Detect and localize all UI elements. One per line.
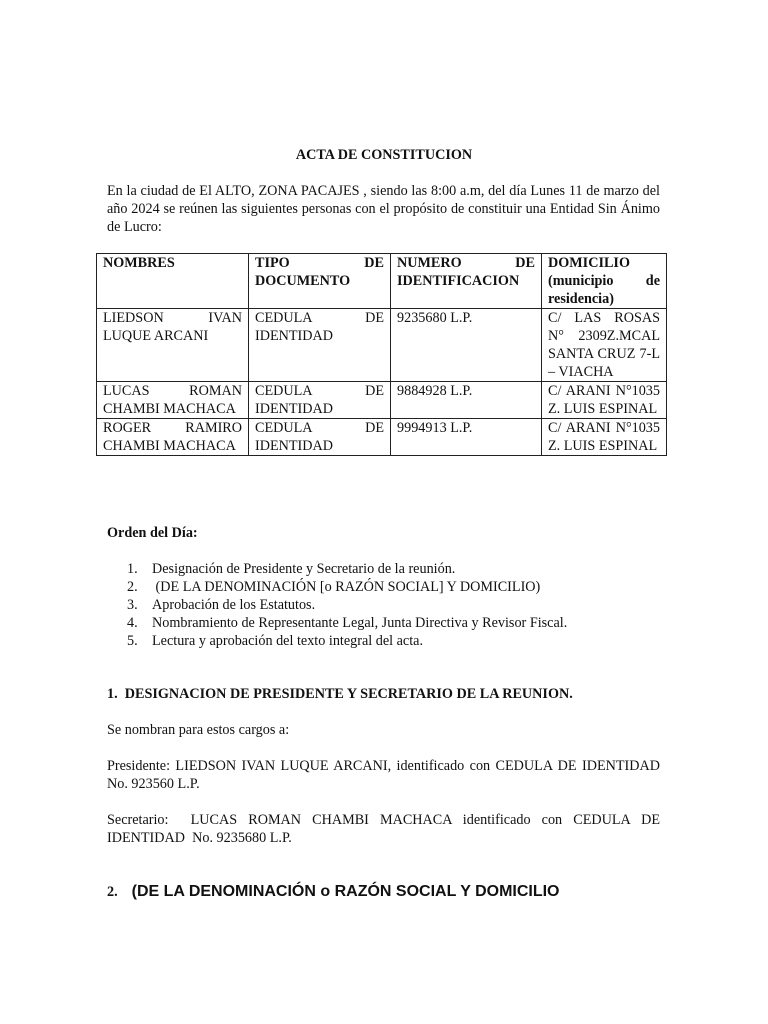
header-numero-identificacion: NUMERO DE IDENTIFICACION <box>391 254 542 309</box>
cell-numero: 9235680 L.P. <box>391 309 542 382</box>
item-text: (DE LA DENOMINACIÓN [o RAZÓN SOCIAL] Y DOMICILIO) <box>152 579 541 595</box>
header-domicilio: DOMICILIO (municipio de residencia) <box>542 254 667 309</box>
cell-tipo-documento: CEDULA DE IDENTIDAD <box>249 382 391 419</box>
list-item <box>107 578 660 596</box>
cell-tipo-documento: CEDULA DE IDENTIDAD <box>249 419 391 456</box>
cell-nombre: ROGER RAMIRO CHAMBI MACHACA <box>97 419 249 456</box>
item-number: 5. <box>127 633 138 649</box>
cell-numero: 9994913 L.P. <box>391 419 542 456</box>
table-header-row <box>97 254 667 309</box>
section-1-intro: Se nombran para estos cargos a: <box>107 722 290 738</box>
item-number: 4. <box>127 615 138 631</box>
agenda-list <box>107 560 660 650</box>
orden-del-dia-heading: Orden del Día: <box>107 525 198 541</box>
document-title: ACTA DE CONSTITUCION <box>295 147 473 163</box>
section-2-heading <box>107 883 560 901</box>
item-text: Lectura y aprobación del texto integral del acta. <box>152 633 424 649</box>
list-item <box>107 614 660 632</box>
intro-paragraph: En la ciudad de El ALTO, ZONA PACAJES , siendo las 8:00 a.m, del día Lunes 11 de marzo del año 2024 se reúnen las siguientes personas con el propósito de constituir una Entidad Sin Ánimo de Lucro: <box>107 183 660 235</box>
item-text: Designación de Presidente y Secretario de la reunión. <box>152 561 456 577</box>
table-row <box>97 309 667 382</box>
header-nombres: NOMBRES <box>97 254 249 309</box>
item-text: Aprobación de los Estatutos. <box>152 597 316 613</box>
presidente-paragraph: Presidente: LIEDSON IVAN LUQUE ARCANI, identificado con CEDULA DE IDENTIDAD No. 923560 L.P. <box>107 758 660 792</box>
section-2-number: 2. <box>107 884 118 900</box>
section-1-heading: 1. DESIGNACION DE PRESIDENTE Y SECRETARIO DE LA REUNION. <box>107 686 573 702</box>
list-item <box>107 632 660 650</box>
cell-domicilio: C/ ARANI N°1035 Z. LUIS ESPINAL <box>542 382 667 419</box>
item-number: 2. <box>127 579 138 595</box>
table-row <box>97 382 667 419</box>
item-number: 1. <box>127 561 138 577</box>
cell-tipo-documento: CEDULA DE IDENTIDAD <box>249 309 391 382</box>
cell-nombre: LUCAS ROMAN CHAMBI MACHACA <box>97 382 249 419</box>
members-table <box>96 253 667 456</box>
cell-numero: 9884928 L.P. <box>391 382 542 419</box>
item-number: 3. <box>127 597 138 613</box>
table-row <box>97 419 667 456</box>
cell-domicilio: C/ LAS ROSAS N° 2309Z.MCAL SANTA CRUZ 7-L – VIACHA <box>542 309 667 382</box>
list-item <box>107 596 660 614</box>
section-2-title: (DE LA DENOMINACIÓN o RAZÓN SOCIAL Y DOMICILIO <box>131 883 560 900</box>
list-item <box>107 560 660 578</box>
item-text: Nombramiento de Representante Legal, Junta Directiva y Revisor Fiscal. <box>152 615 568 631</box>
cell-nombre: LIEDSON IVAN LUQUE ARCANI <box>97 309 249 382</box>
secretario-paragraph: Secretario: LUCAS ROMAN CHAMBI MACHACA identificado con CEDULA DE IDENTIDAD No. 9235680 L.P. <box>107 812 664 846</box>
header-tipo-documento: TIPO DE DOCUMENTO <box>249 254 391 309</box>
cell-domicilio: C/ ARANI N°1035 Z. LUIS ESPINAL <box>542 419 667 456</box>
